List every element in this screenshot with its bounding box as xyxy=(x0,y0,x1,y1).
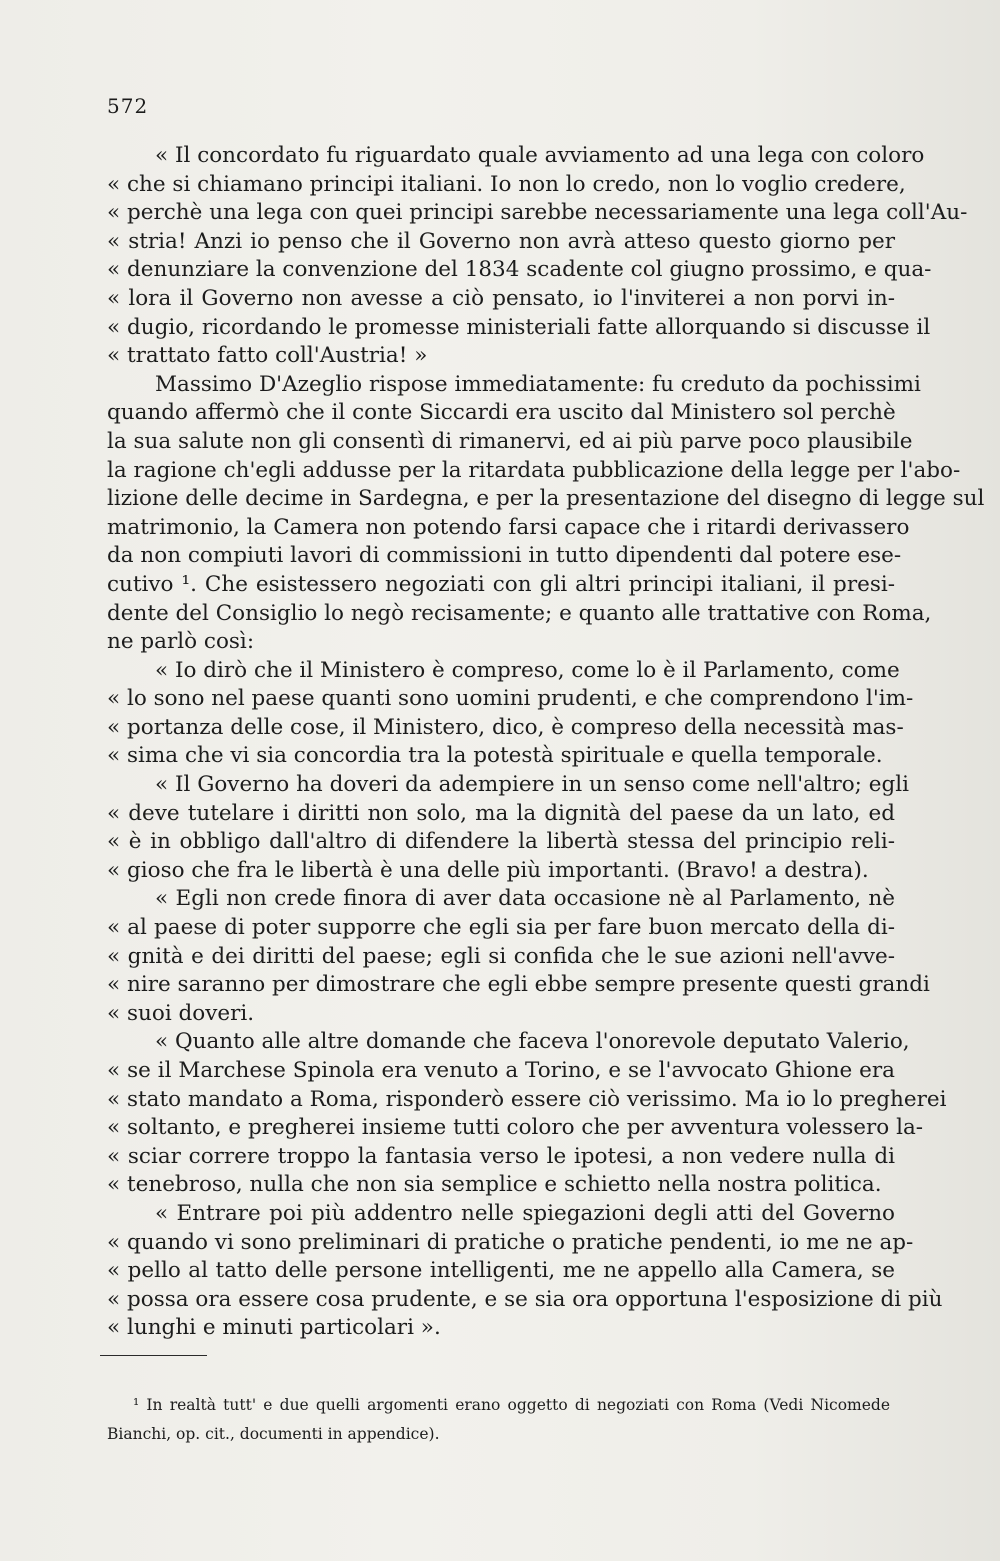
footnote-line: ¹ In realtà tutt' e due quelli argomenti erano oggetto di negoziati con Roma (Vedi Nicomede xyxy=(133,1396,890,1414)
text-line: « stria! Anzi io penso che il Governo non avrà atteso questo giorno per xyxy=(107,228,895,254)
text-line: « denunziare la convenzione del 1834 scadente col giugno prossimo, e qua- xyxy=(107,257,932,283)
text-line: « nire saranno per dimostrare che egli ebbe sempre presente questi grandi xyxy=(107,972,930,998)
text-line: « gioso che fra le libertà è una delle più importanti. (Bravo! a destra). xyxy=(107,857,869,883)
text-line: matrimonio, la Camera non potendo farsi capace che i ritardi derivassero xyxy=(107,514,910,540)
text-line: lizione delle decime in Sardegna, e per la presentazione del disegno di legge sul xyxy=(107,486,985,512)
body-text xyxy=(107,142,985,1343)
text-line: « sima che vi sia concordia tra la potestà spirituale e quella temporale. xyxy=(107,743,883,769)
footnote-divider xyxy=(100,1355,207,1356)
text-line: « perchè una lega con quei principi sarebbe necessariamente una lega coll'Au- xyxy=(107,200,968,226)
text-line: « che si chiamano principi italiani. Io non lo credo, non lo voglio credere, xyxy=(107,171,906,197)
text-line: « tenebroso, nulla che non sia semplice e schietto nella nostra politica. xyxy=(107,1172,882,1198)
text-line: cutivo ¹. Che esistessero negoziati con gli altri principi italiani, il presi- xyxy=(107,571,895,597)
footnote-line: Bianchi, op. cit., documenti in appendice). xyxy=(107,1424,440,1443)
text-line: « Egli non crede finora di aver data occasione nè al Parlamento, nè xyxy=(155,886,895,912)
page-number: 572 xyxy=(107,94,149,118)
text-line: « se il Marchese Spinola era venuto a Torino, e se l'avvocato Ghione era xyxy=(107,1058,895,1083)
text-line: « Il Governo ha doveri da adempiere in un senso come nell'altro; egli xyxy=(155,772,909,798)
footnote-block xyxy=(107,1395,890,1452)
text-line: « al paese di poter supporre che egli sia per fare buon mercato della di- xyxy=(107,915,895,941)
text-line: Massimo D'Azeglio rispose immediatamente: fu creduto da pochissimi xyxy=(155,371,921,397)
text-line: « trattato fatto coll'Austria! » xyxy=(107,343,428,369)
text-line: « Il concordato fu riguardato quale avviamento ad una lega con coloro xyxy=(155,143,925,168)
text-line: la ragione ch'egli addusse per la ritardata pubblicazione della legge per l'abo- xyxy=(107,457,961,483)
text-line: « portanza delle cose, il Ministero, dico, è compreso della necessità mas- xyxy=(107,714,904,740)
text-line: « sciar correre troppo la fantasia verso le ipotesi, a non vedere nulla di xyxy=(107,1143,895,1169)
text-line: « quando vi sono preliminari di pratiche o pratiche pendenti, io me ne ap- xyxy=(107,1229,914,1255)
text-line: « soltanto, e pregherei insieme tutti coloro che per avventura volessero la- xyxy=(107,1115,924,1141)
text-line: « gnità e dei diritti del paese; egli si confida che le sue azioni nell'avve- xyxy=(107,943,895,969)
text-line: « suoi doveri. xyxy=(107,1000,255,1026)
text-line: « Io dirò che il Ministero è compreso, come lo è il Parlamento, come xyxy=(155,657,900,683)
text-line: « deve tutelare i diritti non solo, ma la dignità del paese da un lato, ed xyxy=(107,800,895,826)
text-line: da non compiuti lavori di commissioni in tutto dipendenti dal potere ese- xyxy=(107,543,902,569)
text-line: « lora il Governo non avesse a ciò pensato, io l'inviterei a non porvi in- xyxy=(107,285,895,311)
text-line: « dugio, ricordando le promesse ministeriali fatte allorquando si discusse il xyxy=(107,314,931,340)
text-line: « è in obbligo dall'altro di difendere la libertà stessa del principio reli- xyxy=(107,829,895,855)
text-line: « stato mandato a Roma, risponderò essere ciò verissimo. Ma io lo pregherei xyxy=(107,1086,947,1112)
text-line: « pello al tatto delle persone intelligenti, me ne appello alla Camera, se xyxy=(107,1258,895,1284)
text-line: dente del Consiglio lo negò recisamente; e quanto alle trattative con Roma, xyxy=(107,600,932,626)
text-line: la sua salute non gli consentì di rimanervi, ed ai più parve poco plausibile xyxy=(107,428,913,454)
text-line: « lo sono nel paese quanti sono uomini prudenti, e che comprendono l'im- xyxy=(107,686,914,712)
text-line: « Quanto alle altre domande che faceva l'onorevole deputato Valerio, xyxy=(155,1029,910,1055)
text-line: ne parlò così: xyxy=(107,629,255,655)
text-line: quando affermò che il conte Siccardi era uscito dal Ministero sol perchè xyxy=(107,400,896,426)
text-line: « Entrare poi più addentro nelle spiegazioni degli atti del Governo xyxy=(155,1200,895,1226)
text-line: « lunghi e minuti particolari ». xyxy=(107,1315,441,1341)
text-line: « possa ora essere cosa prudente, e se sia ora opportuna l'esposizione di più xyxy=(107,1286,943,1312)
